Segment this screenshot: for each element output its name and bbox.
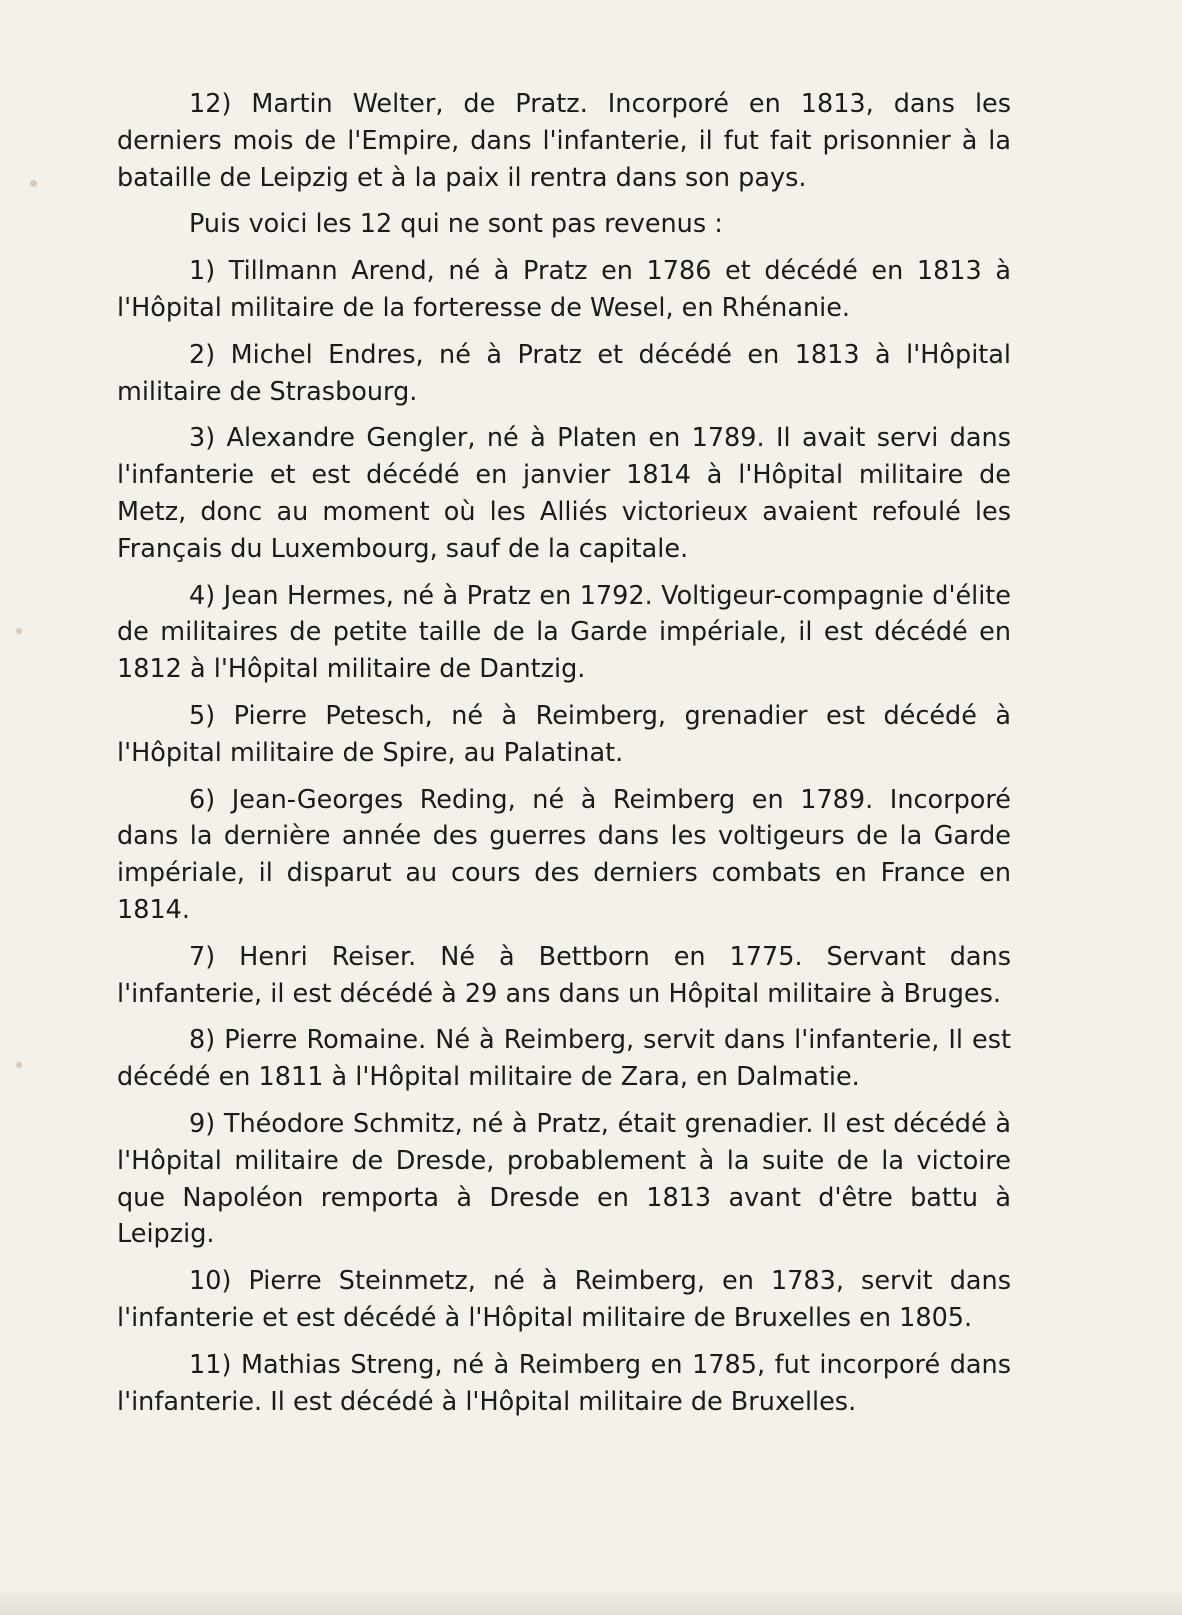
paragraph-mathias-streng: 11) Mathias Streng, né à Reimberg en 1785, fut incorporé dans l'infanterie. Il est décédé à l'Hôpital militaire de Bruxelles. (117, 1349, 1011, 1417)
paragraph-henri-reiser: 7) Henri Reiser. Né à Bettborn en 1775. Servant dans l'infanterie, il est décédé à 29 ans dans un Hôpital militaire à Bruges. (117, 941, 1011, 1009)
paragraph-pierre-romaine: 8) Pierre Romaine. Né à Reimberg, servit dans l'infanterie, Il est décédé en 1811 à l'Hôpital militaire de Zara, en Dalmatie. (117, 1025, 1011, 1093)
paragraph-tillmann-arend: 1) Tillmann Arend, né à Pratz en 1786 et décédé en 1813 à l'Hôpital militaire de la forteresse de Wesel, en Rhénanie. (117, 256, 1011, 323)
paragraph-martin-welter: 12) Martin Welter, de Pratz. Incorporé en 1813, dans les derniers mois de l'Empire, dans l'infanterie, il fut fait prisonnier à la bataille de Leipzig et à la paix il rentra dans son pays. (117, 89, 1011, 193)
document-body (117, 86, 1011, 1420)
paper-speck (30, 180, 37, 187)
paper-speck (16, 628, 22, 634)
paper-speck (16, 1062, 22, 1068)
paragraph-pierre-steinmetz: 10) Pierre Steinmetz, né à Reimberg, en 1783, servit dans l'infanterie et est décédé à l'Hôpital militaire de Bruxelles en 1805. (117, 1266, 1011, 1333)
page-bottom-edge (0, 1593, 1182, 1615)
paragraph-intro-not-returned: Puis voici les 12 qui ne sont pas revenus : (189, 209, 723, 240)
paragraph-michel-endres: 2) Michel Endres, né à Pratz et décédé en 1813 à l'Hôpital militaire de Strasbourg. (117, 339, 1011, 407)
paragraph-theodore-schmitz: 9) Théodore Schmitz, né à Pratz, était grenadier. Il est décédé à l'Hôpital militaire de Dresde, probablement à la suite de la victoire que Napoléon remporta à Dresde en 1813 avant d'être battu à Leipzig. (117, 1108, 1011, 1250)
paragraph-jean-hermes: 4) Jean Hermes, né à Pratz en 1792. Voltigeur-compagnie d'élite de militaires de petite taille de la Garde impériale, il est décédé en 1812 à l'Hôpital militaire de Dantzig. (117, 580, 1011, 685)
paragraph-alexandre-gengler: 3) Alexandre Gengler, né à Platen en 1789. Il avait servi dans l'infanterie et est décédé en janvier 1814 à l'Hôpital militaire de Metz, donc au moment où les Alliés victorieux avaient refoulé les Français du Luxembourg, sauf de la capitale. (117, 423, 1011, 564)
paragraph-jean-georges-reding: 6) Jean-Georges Reding, né à Reimberg en 1789. Incorporé dans la dernière année des guerres dans les voltigeurs de la Garde impériale, il disparut au cours des derniers combats en France en 1814. (117, 784, 1011, 925)
paragraph-pierre-petesch: 5) Pierre Petesch, né à Reimberg, grenadier est décédé à l'Hôpital militaire de Spire, au Palatinat. (117, 700, 1011, 768)
